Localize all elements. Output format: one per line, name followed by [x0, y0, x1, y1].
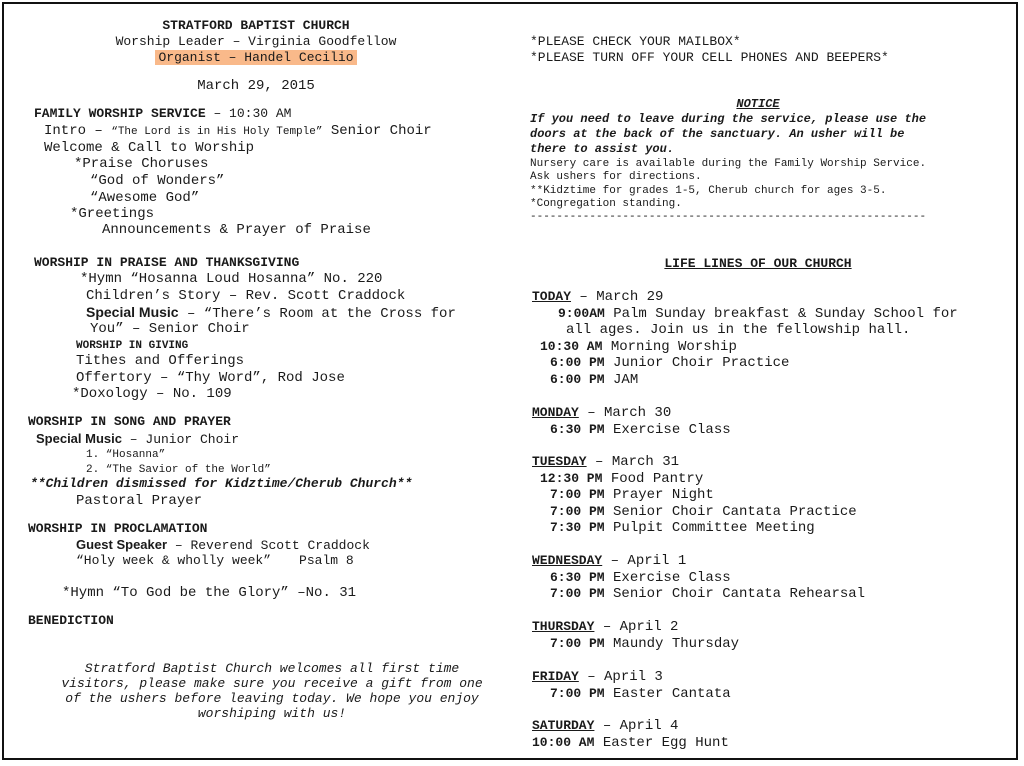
notice-title: NOTICE [736, 97, 780, 111]
event-text: Maundy Thursday [604, 635, 740, 652]
schedule-event [550, 487, 714, 503]
event-text: Pulpit Committee Meeting [604, 520, 815, 536]
event-text: Easter Cantata [604, 685, 731, 702]
schedule-event [540, 339, 737, 355]
day-date: – April 3 [578, 669, 663, 685]
special-music-cont: You” – Senior Choir [90, 321, 250, 337]
schedule-event [558, 306, 958, 322]
schedule-event [550, 636, 739, 652]
nursery-line-1: Nursery care is available during the Family Worship Service. [530, 158, 927, 170]
schedule-event [540, 471, 703, 487]
day-heading [532, 718, 678, 734]
song-1: 1. “Hosanna” [86, 449, 166, 461]
event-text: Senior Choir Cantata Practice [604, 503, 857, 520]
praise-choruses: *Praise Choruses [74, 156, 209, 172]
hymn-1: *Hymn “Hosanna Loud Hosanna” No. 220 [80, 271, 383, 287]
benediction: BENEDICTION [28, 613, 114, 628]
event-text: Prayer Night [604, 487, 714, 503]
event-time: 7:30 PM [550, 520, 605, 535]
event-time: 12:30 PM [540, 470, 603, 486]
intro-line: Intro – “The Lord is in His Holy Temple” Senior Choir [44, 123, 432, 139]
day-heading [532, 405, 671, 421]
tithes: Tithes and Offerings [76, 353, 245, 369]
event-time: 7:00 PM [550, 635, 605, 651]
song-prayer-heading: WORSHIP IN SONG AND PRAYER [28, 414, 231, 429]
offertory: Offertory – “Thy Word”, Rod Jose [76, 370, 345, 386]
day-name: TODAY [532, 289, 572, 304]
notice-line-3: there to assist you. [530, 142, 675, 156]
day-heading [532, 669, 663, 685]
event-text-cont: all ages. Join us in the fellowship hall. [566, 322, 911, 338]
event-time: 9:00AM [558, 305, 605, 321]
event-text: Palm Sunday breakfast & Sunday School for [604, 305, 958, 322]
life-lines-heading: LIFE LINES OF OUR CHURCH [664, 256, 852, 271]
event-text: JAM [604, 371, 639, 388]
event-time: 10:00 AM [532, 734, 595, 750]
proclamation-heading: WORSHIP IN PROCLAMATION [28, 521, 208, 536]
schedule-event [550, 520, 815, 536]
greetings: *Greetings [70, 206, 155, 222]
event-time: 6:30 PM [550, 421, 605, 437]
day-name: MONDAY [532, 405, 579, 420]
family-worship-heading: FAMILY WORSHIP SERVICE – 10:30 AM [34, 106, 292, 121]
schedule-event [550, 586, 865, 602]
event-text: Junior Choir Practice [604, 355, 790, 371]
welcome-line: Welcome & Call to Worship [44, 140, 255, 156]
schedule-event [532, 735, 729, 751]
kidztime-note: **Kidztime for grades 1-5, Cherub church for ages 3-5. [530, 185, 887, 197]
worship-leader: Worship Leader – Virginia Goodfellow [115, 34, 397, 49]
doxology: *Doxology – No. 109 [72, 386, 232, 402]
event-time: 6:30 PM [550, 569, 605, 585]
organist: Organist – Handel Cecilio [155, 50, 356, 65]
day-name: SATURDAY [532, 718, 595, 733]
divider-rule: ------------------------------------------------------------ [530, 211, 927, 223]
event-time: 6:00 PM [550, 371, 605, 387]
welcome-line-2: visitors, please make sure you receive a gift from one [61, 676, 483, 691]
day-date: – March 31 [586, 454, 680, 470]
day-heading [532, 619, 678, 635]
sermon-title: “Holy week & wholly week” Psalm 8 [76, 553, 354, 568]
welcome-line-1: Stratford Baptist Church welcomes all first time [84, 661, 460, 676]
event-text: Food Pantry [602, 470, 704, 487]
event-time: 7:00 PM [550, 503, 605, 519]
day-date: – April 2 [594, 619, 679, 635]
welcome-line-3: of the ushers before leaving today. We hope you enjoy [65, 691, 479, 706]
chorus-2: “Awesome God” [90, 190, 200, 206]
event-time: 7:00 PM [550, 685, 605, 701]
schedule-event [550, 504, 857, 520]
cellphone-notice: *PLEASE TURN OFF YOUR CELL PHONES AND BEEPERS* [530, 50, 889, 65]
event-text: Senior Choir Cantata Rehearsal [604, 586, 866, 602]
standing-note: *Congregation standing. [530, 198, 682, 210]
church-name: STRATFORD BAPTIST CHURCH [162, 18, 350, 33]
day-date: – April 1 [602, 553, 687, 569]
day-name: FRIDAY [532, 669, 579, 684]
schedule-event [550, 355, 789, 371]
guest-speaker-line: Guest Speaker – Reverend Scott Craddock [76, 537, 370, 553]
day-heading [532, 289, 663, 305]
song-2: 2. “The Savior of the World” [86, 464, 271, 476]
schedule-event [550, 570, 731, 586]
notice-line-1: If you need to leave during the service, please use the [530, 112, 927, 126]
day-heading [532, 553, 686, 569]
day-name: THURSDAY [532, 619, 595, 634]
schedule-event [550, 422, 731, 438]
schedule-event [550, 372, 638, 388]
praise-thanksgiving-heading: WORSHIP IN PRAISE AND THANKSGIVING [34, 255, 300, 270]
pastoral-prayer: Pastoral Prayer [76, 493, 203, 509]
bulletin-page [2, 2, 1018, 760]
giving-heading: WORSHIP IN GIVING [76, 340, 189, 352]
hymn-2: *Hymn “To God be the Glory” –No. 31 [62, 585, 357, 601]
organist-line [4, 50, 508, 66]
childrens-story: Children’s Story – Rev. Scott Craddock [86, 288, 406, 304]
schedule-event [550, 686, 731, 702]
day-name: TUESDAY [532, 454, 587, 469]
nursery-line-2: Ask ushers for directions. [530, 171, 702, 183]
event-time: 7:00 PM [550, 487, 605, 502]
welcome-line-4: worshiping with us! [197, 706, 347, 721]
day-date: – March 29 [571, 289, 664, 305]
event-time: 7:00 PM [550, 586, 605, 601]
chorus-1: “God of Wonders” [90, 173, 225, 189]
mailbox-notice: *PLEASE CHECK YOUR MAILBOX* [530, 34, 741, 49]
notice-line-2: doors at the back of the sanctuary. An usher will be [530, 127, 905, 141]
event-time: 6:00 PM [550, 355, 605, 370]
event-text: Exercise Class [604, 421, 731, 438]
day-name: WEDNESDAY [532, 553, 603, 568]
event-text: Morning Worship [602, 338, 737, 355]
special-music-line: Special Music – “There’s Room at the Cross for [86, 304, 456, 322]
day-date: – March 30 [578, 405, 672, 421]
service-date: March 29, 2015 [197, 78, 315, 94]
day-heading [532, 454, 679, 470]
event-text: Easter Egg Hunt [594, 734, 729, 751]
event-text: Exercise Class [604, 569, 731, 586]
day-date: – April 4 [594, 718, 679, 734]
event-time: 10:30 AM [540, 338, 603, 354]
announcements: Announcements & Prayer of Praise [102, 222, 371, 238]
children-dismissed: **Children dismissed for Kidztime/Cherub Church** [30, 476, 413, 491]
special-music-2-line: Special Music – Junior Choir [36, 431, 240, 447]
